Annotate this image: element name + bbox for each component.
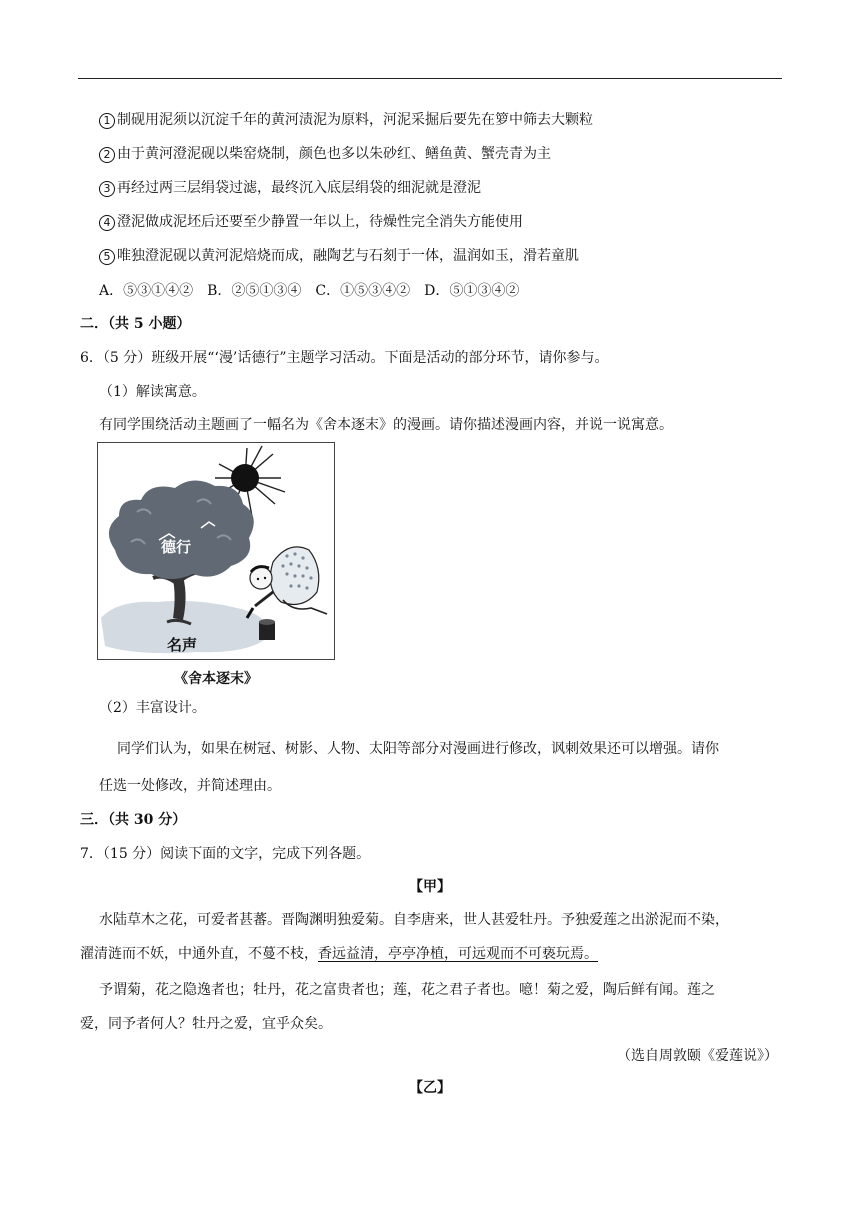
passage-jia-p2-line1: 予谓菊，花之隐逸者也；牡丹，花之富贵者也；莲，花之君子者也。噫！菊之爱，陶后鲜有闻。莲之 [99, 982, 715, 998]
q5-item-5: 5 唯独澄泥砚以黄河泥焙烧而成，融陶艺与石刻于一体，温润如玉，滑若童肌 [99, 246, 579, 266]
q6-part2-line2: 任选一处修改，并简述理由。 [99, 778, 281, 794]
q6-part2-title: （2）丰富设计。 [99, 700, 206, 716]
circled-number: 3 [99, 181, 115, 197]
underlined-sentence: 香远益清，亭亭净植，可远观而不可亵玩焉。 [318, 946, 598, 962]
circled-number: 2 [99, 147, 115, 163]
q7-stem: 7．（15 分）阅读下面的文字，完成下列各题。 [80, 846, 371, 862]
circled-number: 1 [99, 113, 115, 129]
section-heading-3: 三．（共 30 分） [80, 812, 187, 828]
cartoon-caption: 《舍本逐末》 [174, 671, 258, 687]
q5-options: A．⑤③①④② B．②⑤①③④ C．①⑤③④② D．⑤①③④② [99, 283, 520, 299]
passage-jia-p2-line2: 爱，同予者何人？牡丹之爱，宜乎众矣。 [80, 1016, 332, 1032]
header-rule [78, 78, 782, 79]
passage-source: （选自周敦颐《爱莲说》） [617, 1048, 778, 1064]
circled-number: 5 [99, 249, 115, 265]
passage-title-yi: 【乙】 [409, 1080, 451, 1096]
passage-jia-p1-line1: 水陆草木之花，可爱者甚蕃。晋陶渊明独爱菊。自李唐来，世人甚爱牡丹。予独爱莲之出淤泥而不染， [99, 912, 729, 928]
q6-part2-line1: 同学们认为，如果在树冠、树影、人物、太阳等部分对漫画进行修改，讽刺效果还可以增强。请你 [117, 741, 719, 757]
cartoon-image [97, 442, 335, 690]
passage-title-jia: 【甲】 [409, 879, 451, 895]
section-heading-2: 二．（共 5 小题） [80, 316, 191, 332]
shadow-label: 名声 [167, 636, 198, 654]
q6-stem: 6．（5 分）班级开展“‘漫’话德行”主题学习活动。下面是活动的部分环节，请你参与。 [80, 350, 609, 366]
q5-item-3: 3 再经过两三层绢袋过滤，最终沉入底层绢袋的细泥就是澄泥 [99, 178, 481, 198]
q6-part1-text: 有同学围绕活动主题画了一幅名为《舍本逐末》的漫画。请你描述漫画内容，并说一说寓意。 [99, 417, 673, 433]
q5-item-4: 4 澄泥做成泥坯后还要至少静置一年以上，待燥性完全消失方能使用 [99, 212, 523, 232]
q5-item-2: 2 由于黄河澄泥砚以柴窑烧制，颜色也多以朱砂红、鳝鱼黄、蟹壳青为主 [99, 144, 551, 164]
passage-jia-p1-line2: 濯清涟而不妖，中通外直，不蔓不枝，香远益清，亭亭净植，可远观而不可亵玩焉。 [80, 946, 598, 962]
q6-part1-title: （1）解读寓意。 [99, 384, 206, 400]
cartoon-drawing [97, 442, 335, 690]
circled-number: 4 [99, 215, 115, 231]
q5-item-1: 1 制砚用泥须以沉淀千年的黄河渍泥为原料，河泥采掘后要先在箩中筛去大颗粒 [99, 110, 593, 130]
tree-label: 德行 [161, 538, 192, 556]
